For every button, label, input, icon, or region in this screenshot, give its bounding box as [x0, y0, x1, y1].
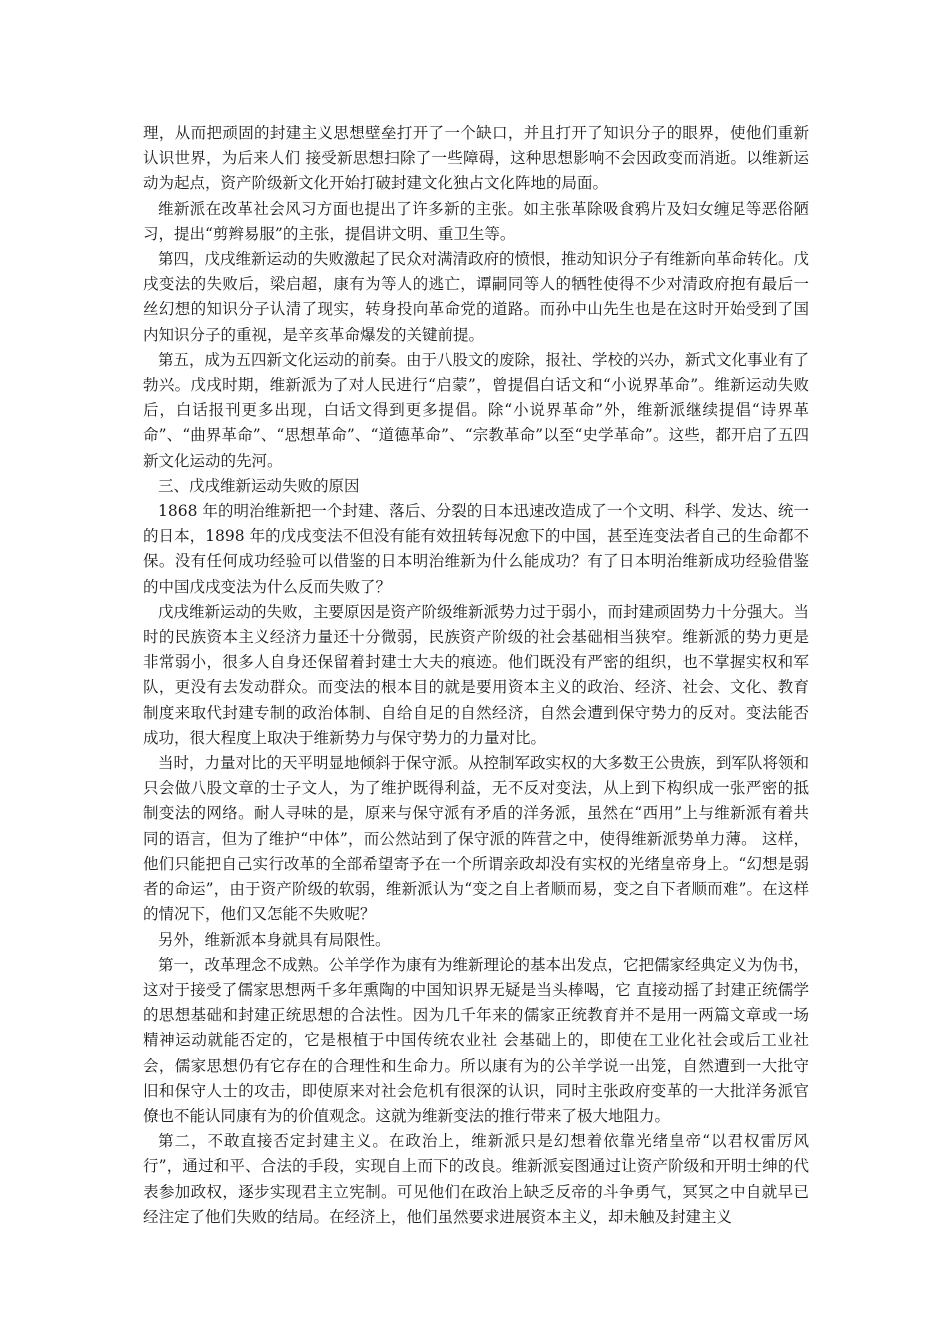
paragraph: 理，从而把顽固的封建主义思想壁垒打开了一个缺口，并且打开了知识分子的眼界，使他们重新认识世界，为后来人们 接受新思想扫除了一些障碍，这种思想影响不会因政变而消逝。以维新运动为起点，资产阶级新文化开始打破封建文化独占文化阵地的局面。 — [143, 124, 809, 193]
document-body — [143, 121, 809, 1230]
paragraph: 维新派在改革社会风习方面也提出了许多新的主张。如主张革除吸食鸦片及妇女缠足等恶俗陋习，提出“剪辫易服”的主张，提倡讲文明、重卫生等。 — [143, 199, 809, 243]
paragraph: 戊戌维新运动的失败，主要原因是资产阶级维新派势力过于弱小，而封建顽固势力十分强大。当时的民族资本主义经济力量还十分微弱，民族资产阶级的社会基础相当狭窄。维新派的势力更是非常弱小，很多人自身还保留着封建士大夫的痕迹。他们既没有严密的组织，也不掌握实权和军队，更没有去发动群众。而变法的根本目的就是要用资本主义的政治、经济、社会、文化、教育制度来取代封建专制的政治体制、自给自足的自然经济，自然会遭到保守势力的反对。变法能否成功，很大程度上取决于维新势力与保守势力的力量对比。 — [143, 602, 810, 747]
paragraph: 第五，成为五四新文化运动的前奏。由于八股文的废除，报社、学校的兴办，新式文化事业有了勃兴。戊戌时期，维新派为了对人民进行“启蒙”，曾提倡白话文和“小说界革命”。维新运动失败后，白话报刊更多出现，白话文得到更多提倡。除“小说界革命”外，维新派继续提倡“诗界革命”、“曲界革命”、“思想革命”、“道德革命”、“宗教革命”以至“史学革命”。这些，都开启了五四新文化运动的先河。 — [143, 350, 810, 470]
paragraph: 1868 年的明治维新把一个封建、落后、分裂的日本迅速改造成了一个文明、科学、发达、统一的日本，1898 年的戊戌变法不但没有能有效扭转每况愈下的中国，甚至连变法者自己的生命都不保。没有任何成功经验可以借鉴的日本明治维新为什么能成功？有了日本明治维新成功经验借鉴的中国戊戌变法为什么反而失败了？ — [143, 502, 809, 596]
paragraph: 第一，改革理念不成熟。公羊学作为康有为维新理论的基本出发点，它把儒家经典定义为伪书，这对于接受了儒家思想两千多年熏陶的中国知识界无疑是当头棒喝，它 直接动摇了封建正统儒学的思想基础和封建正统思想的合法性。因为几千年来的儒家正统教育并不是用一两篇文章或一场精神运动就能否定的，它是根植于中国传统农业社 会基础上的，即使在工业化社会或后工业社会，儒家思想仍有它存在的合理性和生命力。所以康有为的公羊学说一出笼，自然遭到一大批守旧和保守人士的攻击，即使原来对社会危机有很深的认识，同时主张政府变革的一大批洋务派官僚也不能认同康有为的价值观念。这就为维新变法的推行带来了极大地阻力。 — [143, 955, 810, 1125]
section-heading: 三、戊戌维新运动失败的原因 — [158, 476, 360, 495]
paragraph: 当时，力量对比的天平明显地倾斜于保守派。从控制军政实权的大多数王公贵族，到军队将领和只会做八股文章的士子文人，为了维护既得利益，无不反对变法，从上到下构织成一张严密的抵制变法的网络。耐人寻味的是，原来与保守派有矛盾的洋务派，虽然在“西用”上与维新派有着共同的语言，但为了维护“中体”，而公然站到了保守派的阵营之中，使得维新派势单力薄。 这样，他们只能把自己实行改革的全部希望寄予在一个所谓亲政却没有实权的光绪皇帝身上。“幻想是弱者的命运”，由于资产阶级的软弱，维新派认为“变之自上者顺而易，变之自下者顺而难”。在这样的情况下，他们又怎能不失败呢？ — [143, 754, 810, 924]
paragraph: 第二，不敢直接否定封建主义。在政治上，维新派只是幻想着依靠光绪皇帝“以君权雷厉风行”，通过和平、合法的手段，实现自上而下的改良。维新派妄图通过让资产阶级和开明士绅的代表参加政权，逐步实现君主立宪制。可见他们在政治上缺乏反帝的斗争勇气，冥冥之中自就早已经注定了他们失败的结局。在经济上，他们虽然要求进展资本主义，却未触及封建主义 — [143, 1132, 809, 1226]
paragraph: 第四，戊戌维新运动的失败激起了民众对满清政府的愤恨，推动知识分子有维新向革命转化。戊戌变法的失败后，梁启超，康有为等人的逃亡，谭嗣同等人的牺牲使得不少对清政府抱有最后一丝幻想的知识分子认清了现实，转身投向革命党的道路。而孙中山先生也是在这时开始受到了国内知识分子的重视，是辛亥革命爆发的关键前提。 — [143, 250, 810, 344]
paragraph: 另外，维新派本身就具有局限性。 — [158, 930, 391, 949]
